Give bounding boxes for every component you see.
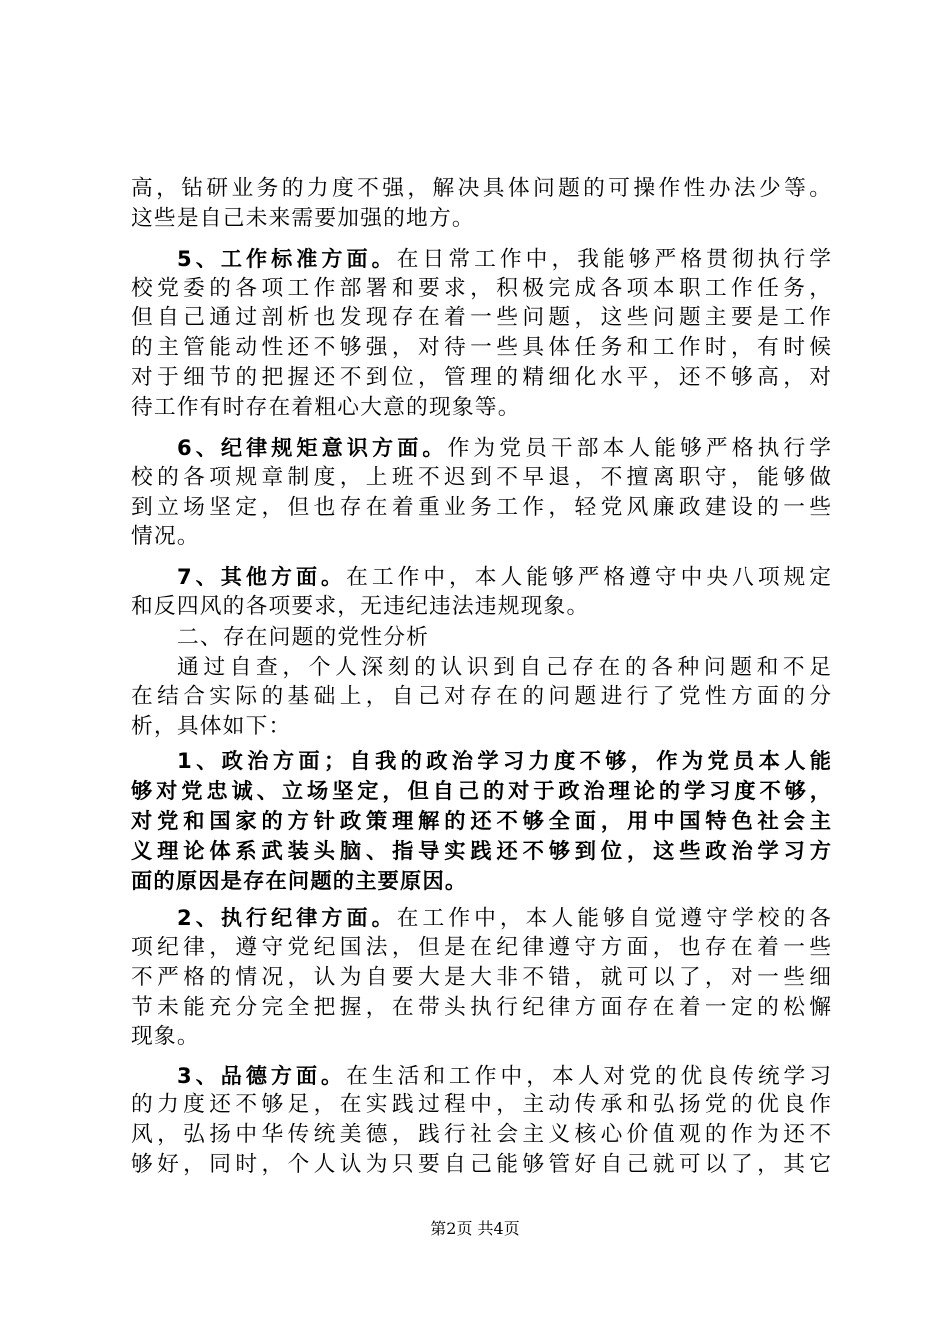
section-heading-line: 7、其他方面。在工作中，本人能够严格遵守中央八项规定: [177, 564, 832, 591]
paragraph-line: 对于细节的把握还不到位，管理的精细化水平，还不够高，对: [131, 365, 831, 391]
paragraph-line: 不严格的情况，认为自要大是大非不错，就可以了，对一些细: [131, 964, 831, 990]
bold-paragraph-line: 够对党忠诚、立场坚定，但自己的对于政治理论的学习度不够，: [131, 778, 831, 804]
paragraph-line: 校党委的各项工作部署和要求，积极完成各项本职工作任务，: [131, 275, 831, 301]
paragraph-line: 风，弘扬中华传统美德，践行社会主义核心价值观的作为还不: [131, 1122, 831, 1148]
paragraph-line: 项纪律，遵守党纪国法，但是在纪律遵守方面，也存在着一些: [131, 934, 831, 960]
paragraph-line: 高，钻研业务的力度不强，解决具体问题的可操作性办法少等。: [131, 176, 831, 201]
section-heading: 5、工作标准方面。: [177, 245, 397, 271]
paragraph-line: 现象。: [131, 1024, 200, 1050]
bold-paragraph-line: 对党和国家的方针政策理解的还不够全面，用中国特色社会主: [131, 808, 831, 834]
section-heading-line: 5、工作标准方面。在日常工作中，我能够严格贯彻执行学: [177, 245, 832, 272]
chapter-heading: 二、存在问题的党性分析: [177, 624, 430, 650]
section-heading-line: 2、执行纪律方面。在工作中，本人能够自觉遵守学校的各: [177, 905, 832, 931]
paragraph-line: 校的各项规章制度，上班不迟到不早退，不擅离职守，能够做: [131, 464, 831, 490]
paragraph-line: 这些是自己未来需要加强的地方。: [131, 205, 475, 231]
section-heading: 3、品德方面。: [177, 1062, 347, 1088]
section-heading: 7、其他方面。: [177, 564, 347, 590]
page-number: 第2页: [430, 1219, 473, 1238]
page-total: 共4页: [477, 1219, 520, 1238]
paragraph-line: 的力度还不够足，在实践过程中，主动传承和弘扬党的优良作: [131, 1092, 831, 1118]
section-heading-line: 6、纪律规矩意识方面。作为党员干部本人能够严格执行学: [177, 434, 831, 461]
bold-paragraph-line: 1、政治方面；自我的政治学习力度不够，作为党员本人能: [177, 749, 831, 775]
paragraph-line: 够好，同时，个人认为只要自己能够管好自己就可以了，其它: [131, 1152, 831, 1178]
paragraph-line: 到立场坚定，但也存在着重业务工作，轻党风廉政建设的一些: [131, 494, 831, 520]
section-heading-line: 3、品德方面。在生活和工作中，本人对党的优良传统学习: [177, 1062, 832, 1089]
paragraph-line: 的主管能动性还不够强，对待一些具体任务和工作时，有时候: [131, 335, 831, 361]
paragraph-line: 和反四风的各项要求，无违纪违法违规现象。: [131, 594, 590, 619]
paragraph-line: 节未能充分完全把握，在带头执行纪律方面存在着一定的松懈: [131, 994, 831, 1020]
paragraph-line: 情况。: [131, 524, 200, 550]
paragraph-line: 在结合实际的基础上，自己对存在的问题进行了党性方面的分: [131, 684, 831, 710]
section-heading: 6、纪律规矩意识方面。: [177, 434, 448, 460]
paragraph-line: 通过自查，个人深刻的认识到自己存在的各种问题和不足: [177, 654, 831, 680]
paragraph-line: 但自己通过剖析也发现存在着一些问题，这些问题主要是工作: [131, 305, 831, 331]
paragraph-line: 待工作有时存在着粗心大意的现象等。: [131, 394, 521, 420]
bold-paragraph-line: 义理论体系武装头脑、指导实践还不够到位，这些政治学习方: [131, 838, 831, 864]
paragraph-line: 析，具体如下：: [131, 714, 292, 740]
section-heading: 2、执行纪律方面。: [177, 905, 397, 930]
page-footer: [0, 1219, 950, 1239]
bold-paragraph-line: 面的原因是存在问题的主要原因。: [131, 868, 468, 894]
